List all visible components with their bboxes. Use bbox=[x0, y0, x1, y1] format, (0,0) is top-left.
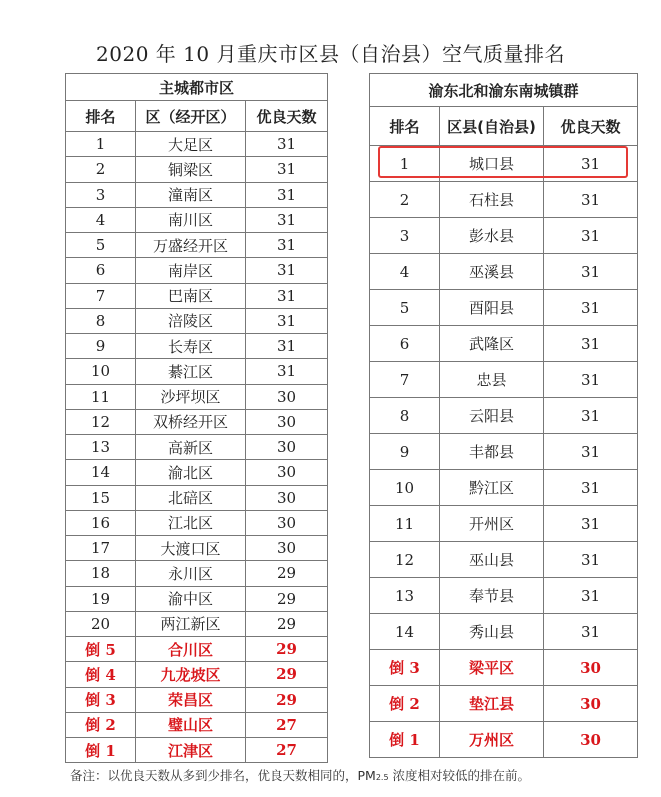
cell-rank: 18 bbox=[66, 561, 136, 586]
right-header-rank: 排名 bbox=[370, 107, 440, 146]
cell-days: 30 bbox=[544, 650, 638, 686]
left-group-title: 主城都市区 bbox=[66, 74, 328, 101]
cell-days: 31 bbox=[246, 359, 328, 384]
table-row bbox=[66, 510, 328, 535]
table-row bbox=[66, 182, 328, 207]
cell-name: 双桥经开区 bbox=[136, 409, 246, 434]
cell-name: 秀山县 bbox=[440, 614, 544, 650]
cell-rank: 3 bbox=[66, 182, 136, 207]
right-header-days: 优良天数 bbox=[544, 107, 638, 146]
table-row bbox=[66, 611, 328, 636]
cell-name: 梁平区 bbox=[440, 650, 544, 686]
cell-rank: 9 bbox=[370, 434, 440, 470]
cell-rank: 19 bbox=[66, 586, 136, 611]
table-row bbox=[66, 662, 328, 687]
cell-rank: 17 bbox=[66, 536, 136, 561]
table-row bbox=[370, 290, 638, 326]
cell-name: 南岸区 bbox=[136, 258, 246, 283]
cell-days: 31 bbox=[544, 398, 638, 434]
cell-days: 29 bbox=[246, 687, 328, 712]
left-header-rank: 排名 bbox=[66, 101, 136, 132]
cell-name: 长寿区 bbox=[136, 334, 246, 359]
cell-name: 奉节县 bbox=[440, 578, 544, 614]
cell-name: 大渡口区 bbox=[136, 536, 246, 561]
table-row bbox=[66, 207, 328, 232]
table-row bbox=[370, 722, 638, 758]
table-row bbox=[370, 434, 638, 470]
cell-name: 彭水县 bbox=[440, 218, 544, 254]
cell-rank: 6 bbox=[370, 326, 440, 362]
cell-name: 丰都县 bbox=[440, 434, 544, 470]
cell-name: 綦江区 bbox=[136, 359, 246, 384]
table-row bbox=[370, 218, 638, 254]
cell-rank: 倒 2 bbox=[370, 686, 440, 722]
cell-days: 31 bbox=[544, 218, 638, 254]
cell-rank: 倒 3 bbox=[370, 650, 440, 686]
table-row bbox=[66, 637, 328, 662]
footnote-pm-subscript: 2.5 bbox=[375, 773, 389, 782]
cell-rank: 10 bbox=[370, 470, 440, 506]
table-row bbox=[370, 506, 638, 542]
cell-rank: 倒 4 bbox=[66, 662, 136, 687]
cell-name: 江北区 bbox=[136, 510, 246, 535]
cell-name: 渝中区 bbox=[136, 586, 246, 611]
cell-days: 30 bbox=[246, 510, 328, 535]
right-group-title: 渝东北和渝东南城镇群 bbox=[370, 74, 638, 107]
cell-days: 31 bbox=[544, 290, 638, 326]
table-row bbox=[66, 258, 328, 283]
cell-days: 31 bbox=[246, 157, 328, 182]
table-row bbox=[370, 470, 638, 506]
cell-rank: 5 bbox=[66, 233, 136, 258]
cell-rank: 7 bbox=[66, 283, 136, 308]
cell-rank: 4 bbox=[370, 254, 440, 290]
table-row bbox=[66, 233, 328, 258]
cell-name: 永川区 bbox=[136, 561, 246, 586]
table-row bbox=[370, 578, 638, 614]
cell-rank: 8 bbox=[370, 398, 440, 434]
cell-rank: 13 bbox=[370, 578, 440, 614]
cell-name: 潼南区 bbox=[136, 182, 246, 207]
cell-days: 31 bbox=[544, 578, 638, 614]
footnote-pm: PM bbox=[357, 768, 376, 783]
cell-days: 27 bbox=[246, 738, 328, 763]
cell-rank: 10 bbox=[66, 359, 136, 384]
table-row bbox=[370, 146, 638, 182]
table-row bbox=[370, 398, 638, 434]
cell-rank: 4 bbox=[66, 207, 136, 232]
table-row bbox=[66, 359, 328, 384]
cell-name: 巫山县 bbox=[440, 542, 544, 578]
left-header-district: 区（经开区） bbox=[136, 101, 246, 132]
cell-name: 荣昌区 bbox=[136, 687, 246, 712]
cell-days: 31 bbox=[246, 132, 328, 157]
cell-days: 29 bbox=[246, 662, 328, 687]
cell-name: 万盛经开区 bbox=[136, 233, 246, 258]
table-row bbox=[370, 362, 638, 398]
cell-days: 31 bbox=[246, 258, 328, 283]
cell-days: 31 bbox=[544, 434, 638, 470]
cell-days: 30 bbox=[544, 722, 638, 758]
cell-name: 忠县 bbox=[440, 362, 544, 398]
cell-days: 29 bbox=[246, 637, 328, 662]
footnote bbox=[70, 766, 530, 784]
cell-rank: 15 bbox=[66, 485, 136, 510]
cell-rank: 11 bbox=[66, 384, 136, 409]
table-row bbox=[370, 686, 638, 722]
table-row bbox=[66, 687, 328, 712]
cell-rank: 1 bbox=[370, 146, 440, 182]
cell-days: 30 bbox=[246, 435, 328, 460]
cell-rank: 12 bbox=[66, 409, 136, 434]
cell-days: 31 bbox=[246, 207, 328, 232]
table-row bbox=[370, 614, 638, 650]
cell-days: 29 bbox=[246, 611, 328, 636]
cell-name: 城口县 bbox=[440, 146, 544, 182]
cell-name: 涪陵区 bbox=[136, 308, 246, 333]
table-row bbox=[66, 536, 328, 561]
cell-name: 巫溪县 bbox=[440, 254, 544, 290]
footnote-prefix: 备注：以优良天数从多到少排名，优良天数相同的， bbox=[70, 768, 358, 783]
cell-name: 江津区 bbox=[136, 738, 246, 763]
cell-name: 高新区 bbox=[136, 435, 246, 460]
cell-days: 31 bbox=[544, 470, 638, 506]
cell-rank: 2 bbox=[66, 157, 136, 182]
cell-days: 29 bbox=[246, 561, 328, 586]
cell-name: 两江新区 bbox=[136, 611, 246, 636]
cell-days: 30 bbox=[246, 485, 328, 510]
cell-rank: 倒 1 bbox=[370, 722, 440, 758]
cell-days: 30 bbox=[246, 536, 328, 561]
cell-days: 30 bbox=[246, 384, 328, 409]
table-row bbox=[370, 326, 638, 362]
cell-days: 31 bbox=[544, 182, 638, 218]
cell-days: 30 bbox=[544, 686, 638, 722]
cell-name: 渝北区 bbox=[136, 460, 246, 485]
cell-rank: 20 bbox=[66, 611, 136, 636]
table-row bbox=[66, 586, 328, 611]
cell-days: 31 bbox=[246, 308, 328, 333]
table-row bbox=[66, 384, 328, 409]
cell-name: 合川区 bbox=[136, 637, 246, 662]
cell-rank: 倒 3 bbox=[66, 687, 136, 712]
cell-rank: 2 bbox=[370, 182, 440, 218]
table-row bbox=[66, 485, 328, 510]
table-row bbox=[66, 283, 328, 308]
cell-name: 沙坪坝区 bbox=[136, 384, 246, 409]
cell-name: 南川区 bbox=[136, 207, 246, 232]
cell-name: 九龙坡区 bbox=[136, 662, 246, 687]
table-row bbox=[370, 542, 638, 578]
cell-rank: 倒 2 bbox=[66, 712, 136, 737]
cell-days: 29 bbox=[246, 586, 328, 611]
cell-days: 31 bbox=[544, 542, 638, 578]
cell-name: 巴南区 bbox=[136, 283, 246, 308]
cell-days: 30 bbox=[246, 409, 328, 434]
cell-days: 27 bbox=[246, 712, 328, 737]
cell-rank: 倒 1 bbox=[66, 738, 136, 763]
cell-days: 31 bbox=[544, 614, 638, 650]
right-header-county: 区县(自治县) bbox=[440, 107, 544, 146]
cell-name: 开州区 bbox=[440, 506, 544, 542]
table-row bbox=[66, 409, 328, 434]
cell-name: 垫江县 bbox=[440, 686, 544, 722]
cell-rank: 6 bbox=[66, 258, 136, 283]
table-row bbox=[370, 182, 638, 218]
table-row bbox=[370, 254, 638, 290]
cell-name: 万州区 bbox=[440, 722, 544, 758]
cell-days: 31 bbox=[544, 254, 638, 290]
cell-name: 黔江区 bbox=[440, 470, 544, 506]
cell-rank: 16 bbox=[66, 510, 136, 535]
table-row bbox=[66, 435, 328, 460]
cell-name: 璧山区 bbox=[136, 712, 246, 737]
cell-name: 北碚区 bbox=[136, 485, 246, 510]
cell-rank: 倒 5 bbox=[66, 637, 136, 662]
cell-days: 31 bbox=[544, 146, 638, 182]
cell-name: 大足区 bbox=[136, 132, 246, 157]
left-header-days: 优良天数 bbox=[246, 101, 328, 132]
cell-days: 31 bbox=[544, 326, 638, 362]
cell-days: 31 bbox=[246, 334, 328, 359]
cell-rank: 14 bbox=[66, 460, 136, 485]
cell-rank: 5 bbox=[370, 290, 440, 326]
cell-name: 云阳县 bbox=[440, 398, 544, 434]
cell-days: 31 bbox=[246, 233, 328, 258]
cell-rank: 11 bbox=[370, 506, 440, 542]
cell-name: 石柱县 bbox=[440, 182, 544, 218]
cell-rank: 13 bbox=[66, 435, 136, 460]
northeast-southeast-ranking-table bbox=[369, 73, 638, 758]
cell-rank: 12 bbox=[370, 542, 440, 578]
cell-name: 武隆区 bbox=[440, 326, 544, 362]
cell-rank: 1 bbox=[66, 132, 136, 157]
cell-rank: 14 bbox=[370, 614, 440, 650]
cell-name: 酉阳县 bbox=[440, 290, 544, 326]
cell-days: 30 bbox=[246, 460, 328, 485]
footnote-suffix: 浓度相对较低的排在前。 bbox=[388, 768, 531, 783]
table-row bbox=[66, 738, 328, 763]
table-row bbox=[66, 132, 328, 157]
table-row bbox=[370, 650, 638, 686]
cell-rank: 9 bbox=[66, 334, 136, 359]
cell-name: 铜梁区 bbox=[136, 157, 246, 182]
cell-days: 31 bbox=[246, 182, 328, 207]
main-urban-ranking-table bbox=[65, 73, 328, 763]
table-row bbox=[66, 308, 328, 333]
table-row bbox=[66, 712, 328, 737]
cell-rank: 7 bbox=[370, 362, 440, 398]
cell-days: 31 bbox=[544, 506, 638, 542]
cell-days: 31 bbox=[544, 362, 638, 398]
cell-days: 31 bbox=[246, 283, 328, 308]
cell-rank: 8 bbox=[66, 308, 136, 333]
table-row bbox=[66, 334, 328, 359]
table-row bbox=[66, 157, 328, 182]
table-row bbox=[66, 561, 328, 586]
table-row bbox=[66, 460, 328, 485]
cell-rank: 3 bbox=[370, 218, 440, 254]
document-title: 2020 年 10 月重庆市区县（自治县）空气质量排名 bbox=[96, 42, 565, 66]
